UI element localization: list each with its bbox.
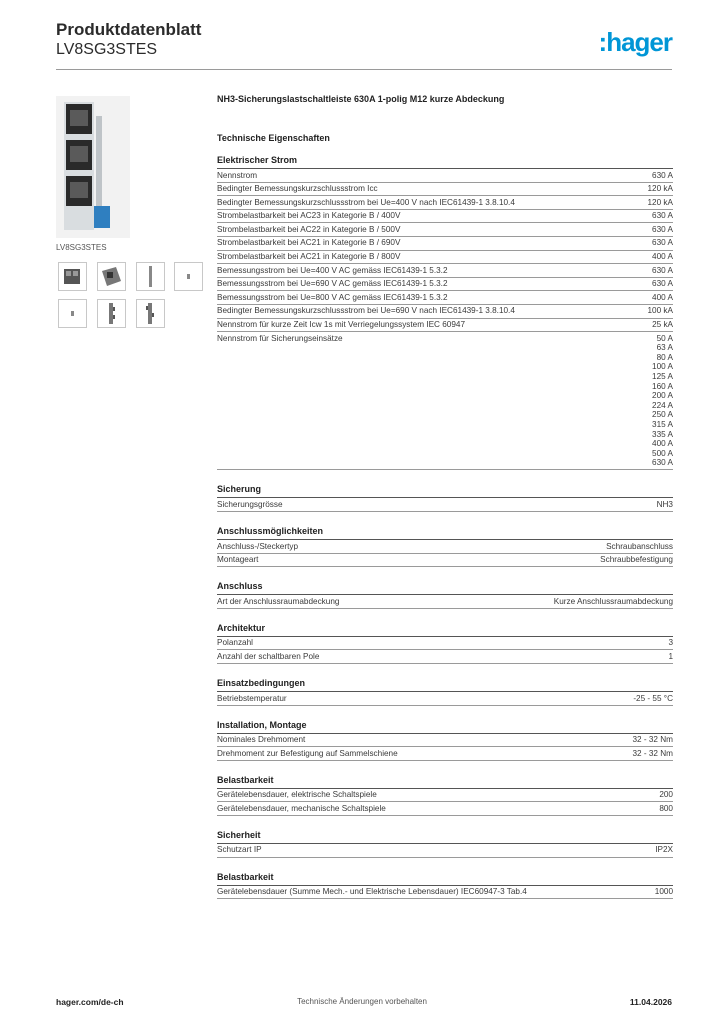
spec-label: Anschluss-/Steckertyp: [217, 541, 298, 551]
spec-label: Art der Anschlussraumabdeckung: [217, 596, 340, 606]
spec-content: [217, 94, 673, 913]
spec-value: 400 A: [652, 292, 673, 302]
spec-row: [217, 264, 673, 278]
spec-value: 1: [668, 651, 673, 661]
spec-row: [217, 498, 673, 512]
page-header: [56, 20, 672, 68]
spec-label: Strombelastbarkeit bei AC22 in Kategorie B / 500V: [217, 224, 401, 234]
hager-logo: :hager: [598, 27, 672, 57]
thumbnail-small[interactable]: [174, 262, 203, 291]
spec-row: [217, 332, 673, 470]
spec-value: 224 A: [652, 400, 673, 410]
spec-label: Gerätelebensdauer (Summe Mech.- und Elektrische Lebensdauer) IEC60947-3 Tab.4: [217, 887, 527, 897]
spec-section: [217, 526, 673, 567]
spec-label: Bedingter Bemessungskurzschlussstrom bei Ue=690 V nach IEC61439-1 3.8.10.4: [217, 306, 515, 316]
spec-label: Bedingter Bemessungskurzschlussstrom bei Ue=400 V nach IEC61439-1 3.8.10.4: [217, 197, 515, 207]
footer-disclaimer: Technische Änderungen vorbehalten: [297, 997, 427, 1006]
spec-value-list: [652, 334, 673, 468]
spec-value: -25 - 55 °C: [633, 693, 673, 703]
product-image: [56, 96, 130, 238]
spec-value: 200 A: [652, 391, 673, 401]
spec-row: [217, 237, 673, 251]
section-title: Elektrischer Strom: [217, 155, 673, 169]
spec-row: [217, 223, 673, 237]
spec-row: [217, 554, 673, 568]
section-title: Sicherheit: [217, 830, 673, 844]
spec-row: [217, 802, 673, 816]
spec-value: IP2X: [655, 845, 673, 855]
spec-section: [217, 581, 673, 609]
spec-value: 100 kA: [647, 306, 673, 316]
thumbnail-front[interactable]: [58, 262, 87, 291]
spec-label: Anzahl der schaltbaren Pole: [217, 651, 320, 661]
spec-label: Nennstrom für Sicherungseinsätze: [217, 333, 343, 343]
spec-row: [217, 650, 673, 664]
spec-value: NH3: [656, 499, 673, 509]
spec-value: 63 A: [656, 343, 673, 353]
spec-row: [217, 278, 673, 292]
spec-label: Strombelastbarkeit bei AC21 in Kategorie B / 800V: [217, 252, 401, 262]
spec-row: [217, 540, 673, 554]
spec-value: 100 A: [652, 362, 673, 372]
spec-value: 160 A: [652, 381, 673, 391]
spec-label: Montageart: [217, 555, 259, 565]
spec-section: [217, 484, 673, 512]
spec-label: Betriebstemperatur: [217, 693, 287, 703]
spec-value: 250 A: [652, 410, 673, 420]
spec-row: [217, 305, 673, 319]
spec-value: 630 A: [652, 279, 673, 289]
spec-value: 25 kA: [652, 320, 673, 330]
spec-label: Gerätelebensdauer, elektrische Schaltspiele: [217, 790, 377, 800]
spec-section: [217, 775, 673, 816]
spec-value: Kurze Anschlussraumabdeckung: [553, 596, 673, 606]
thumbnail-side[interactable]: [97, 299, 126, 328]
spec-row: [217, 196, 673, 210]
section-title: Anschluss: [217, 581, 673, 595]
spec-row: [217, 734, 673, 748]
spec-value: 630 A: [652, 211, 673, 221]
spec-value: 400 A: [652, 252, 673, 262]
spec-label: Bemessungsstrom bei Ue=800 V AC gemäss IEC61439-1 5.3.2: [217, 292, 448, 302]
spec-row: [217, 747, 673, 761]
spec-value: 315 A: [652, 419, 673, 429]
spec-row: [217, 844, 673, 858]
section-title: Einsatzbedingungen: [217, 678, 673, 692]
spec-row: [217, 595, 673, 609]
spec-label: Schutzart IP: [217, 845, 262, 855]
spec-section: [217, 155, 673, 470]
spec-label: Drehmoment zur Befestigung auf Sammelschiene: [217, 748, 398, 758]
section-title: Belastbarkeit: [217, 775, 673, 789]
spec-value: 50 A: [656, 333, 673, 343]
spec-value: 630 A: [652, 170, 673, 180]
spec-row: [217, 692, 673, 706]
header-divider: [56, 69, 672, 70]
spec-label: Gerätelebensdauer, mechanische Schaltspiele: [217, 803, 386, 813]
spec-section: [217, 830, 673, 858]
footer-date: 11.04.2026: [629, 997, 672, 1007]
section-title: Anschlussmöglichkeiten: [217, 526, 673, 540]
product-name: NH3-Sicherungslastschaltleiste 630A 1-polig M12 kurze Abdeckung: [217, 94, 505, 104]
spec-label: Bemessungsstrom bei Ue=400 V AC gemäss IEC61439-1 5.3.2: [217, 265, 448, 275]
spec-value: 3: [668, 638, 673, 648]
spec-row: [217, 886, 673, 900]
spec-value: 125 A: [652, 372, 673, 381]
section-title: Sicherung: [217, 484, 673, 498]
spec-value: 335 A: [652, 429, 673, 439]
spec-row: [217, 251, 673, 265]
section-title: Installation, Montage: [217, 720, 673, 734]
spec-value: 120 kA: [647, 197, 673, 207]
spec-value: 200: [659, 790, 673, 800]
spec-value: 630 A: [652, 265, 673, 275]
spec-value: 800: [659, 803, 673, 813]
spec-row: [217, 789, 673, 803]
spec-label: Strombelastbarkeit bei AC21 in Kategorie B / 690V: [217, 238, 401, 248]
spec-row: [217, 169, 673, 183]
spec-row: [217, 637, 673, 651]
spec-label: Bedingter Bemessungskurzschlussstrom Icc: [217, 184, 378, 194]
spec-value: 80 A: [656, 352, 673, 362]
spec-value: 400 A: [652, 439, 673, 449]
spec-value: 120 kA: [647, 184, 673, 194]
section-title: Architektur: [217, 623, 673, 637]
spec-value: 500 A: [652, 448, 673, 458]
spec-label: Bemessungsstrom bei Ue=690 V AC gemäss IEC61439-1 5.3.2: [217, 279, 448, 289]
spec-label: Nominales Drehmoment: [217, 735, 306, 745]
spec-label: Polanzahl: [217, 638, 253, 648]
product-image-caption: LV8SG3STES: [56, 243, 107, 252]
spec-value: 32 - 32 Nm: [632, 735, 673, 745]
spec-value: 630 A: [652, 238, 673, 248]
spec-value: 32 - 32 Nm: [632, 748, 673, 758]
spec-section: [217, 623, 673, 664]
spec-value: Schraubanschluss: [606, 541, 673, 551]
spec-label: Strombelastbarkeit bei AC23 in Kategorie B / 400V: [217, 211, 401, 221]
spec-section: [217, 720, 673, 761]
thumbnail-side[interactable]: [136, 262, 165, 291]
spec-label: Nennstrom für kurze Zeit Icw 1s mit Verriegelungssystem IEC 60947: [217, 320, 465, 330]
product-code: LV8SG3STES: [56, 41, 158, 58]
spec-row: [217, 319, 673, 333]
thumbnail-angled[interactable]: [97, 262, 126, 291]
thumbnail-side[interactable]: [136, 299, 165, 328]
spec-row: [217, 183, 673, 197]
spec-sections: [217, 155, 673, 899]
footer-website[interactable]: hager.com/de-ch: [56, 997, 124, 1007]
spec-row: [217, 291, 673, 305]
spec-row: [217, 210, 673, 224]
spec-value: 630 A: [652, 224, 673, 234]
spec-section: [217, 678, 673, 706]
spec-label: Nennstrom: [217, 170, 258, 180]
spec-value: 1000: [654, 887, 673, 897]
spec-value: Schraubbefestigung: [600, 555, 673, 565]
spec-value: 630 A: [652, 458, 673, 468]
section-title: Belastbarkeit: [217, 872, 673, 886]
thumbnail-small[interactable]: [58, 299, 87, 328]
technical-properties-title: Technische Eigenschaften: [217, 133, 330, 143]
document-title: Produktdatenblatt: [56, 20, 202, 39]
spec-label: Sicherungsgrösse: [217, 499, 283, 509]
spec-section: [217, 872, 673, 900]
